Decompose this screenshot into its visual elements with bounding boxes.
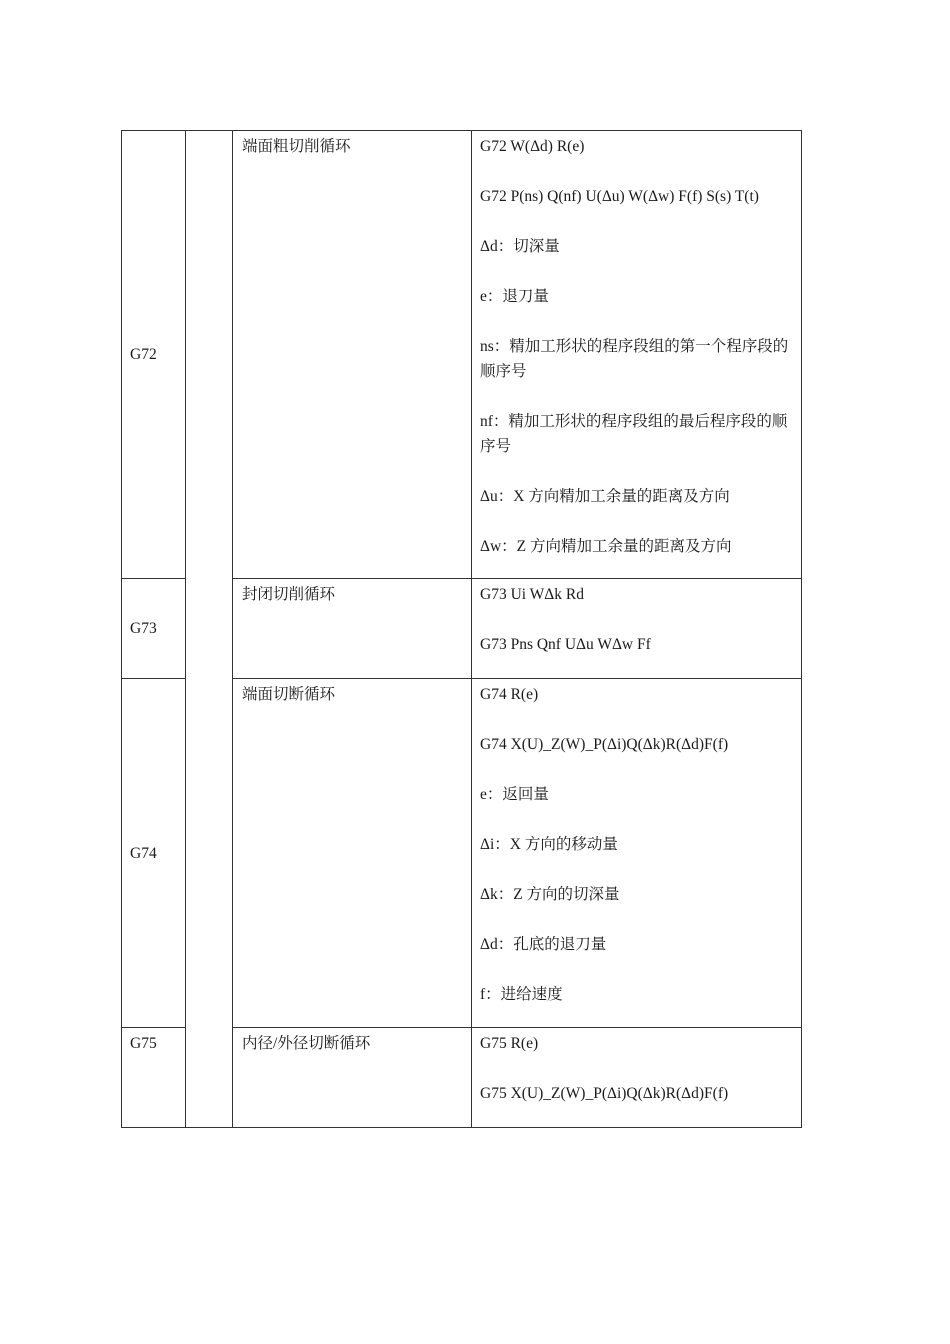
table-row bbox=[122, 131, 802, 579]
desc-line: Δk：Z 方向的切深量 bbox=[480, 886, 620, 903]
desc-line: G72 W(Δd) R(e) bbox=[480, 138, 585, 155]
blank-group-cell bbox=[186, 131, 233, 1128]
desc-line: G75 X(U)_Z(W)_P(Δi)Q(Δk)R(Δd)F(f) bbox=[480, 1085, 729, 1102]
desc-line: G73 Pns Qnf UΔu WΔw Ff bbox=[480, 636, 651, 653]
code-cell-g75: G75 bbox=[122, 1028, 186, 1128]
desc-line: G74 X(U)_Z(W)_P(Δi)Q(Δk)R(Δd)F(f) bbox=[480, 736, 729, 753]
name-cell-g74: 端面切断循环 bbox=[233, 679, 472, 1028]
gcode-cycle-table bbox=[121, 130, 802, 1128]
desc-line: e：退刀量 bbox=[480, 288, 549, 305]
code-cell-g74: G74 bbox=[122, 679, 186, 1028]
desc-line: Δu：X 方向精加工余量的距离及方向 bbox=[480, 488, 730, 505]
desc-cell-g73 bbox=[472, 579, 802, 679]
desc-line: Δw：Z 方向精加工余量的距离及方向 bbox=[480, 538, 732, 555]
desc-line: e：返回量 bbox=[480, 786, 549, 803]
desc-line: ns：精加工形状的程序段组的第一个程序段的顺序号 bbox=[480, 338, 789, 380]
desc-cell-g72 bbox=[472, 131, 802, 579]
desc-cell-g74 bbox=[472, 679, 802, 1028]
name-cell-g72: 端面粗切削循环 bbox=[233, 131, 472, 579]
code-cell-g73: G73 bbox=[122, 579, 186, 679]
desc-line: Δd：切深量 bbox=[480, 238, 560, 255]
desc-line: f：进给速度 bbox=[480, 986, 563, 1003]
desc-line: G75 R(e) bbox=[480, 1035, 539, 1052]
name-cell-g73: 封闭切削循环 bbox=[233, 579, 472, 679]
desc-line: nf：精加工形状的程序段组的最后程序段的顺序号 bbox=[480, 413, 788, 455]
name-cell-g75: 内径/外径切断循环 bbox=[233, 1028, 472, 1128]
code-cell-g72: G72 bbox=[122, 131, 186, 579]
desc-line: Δd：孔底的退刀量 bbox=[480, 936, 607, 953]
desc-line: G72 P(ns) Q(nf) U(Δu) W(Δw) F(f) S(s) T(t) bbox=[480, 188, 759, 205]
desc-cell-g75 bbox=[472, 1028, 802, 1128]
desc-line: G74 R(e) bbox=[480, 686, 539, 703]
desc-line: G73 Ui WΔk Rd bbox=[480, 586, 584, 603]
desc-line: Δi：X 方向的移动量 bbox=[480, 836, 618, 853]
